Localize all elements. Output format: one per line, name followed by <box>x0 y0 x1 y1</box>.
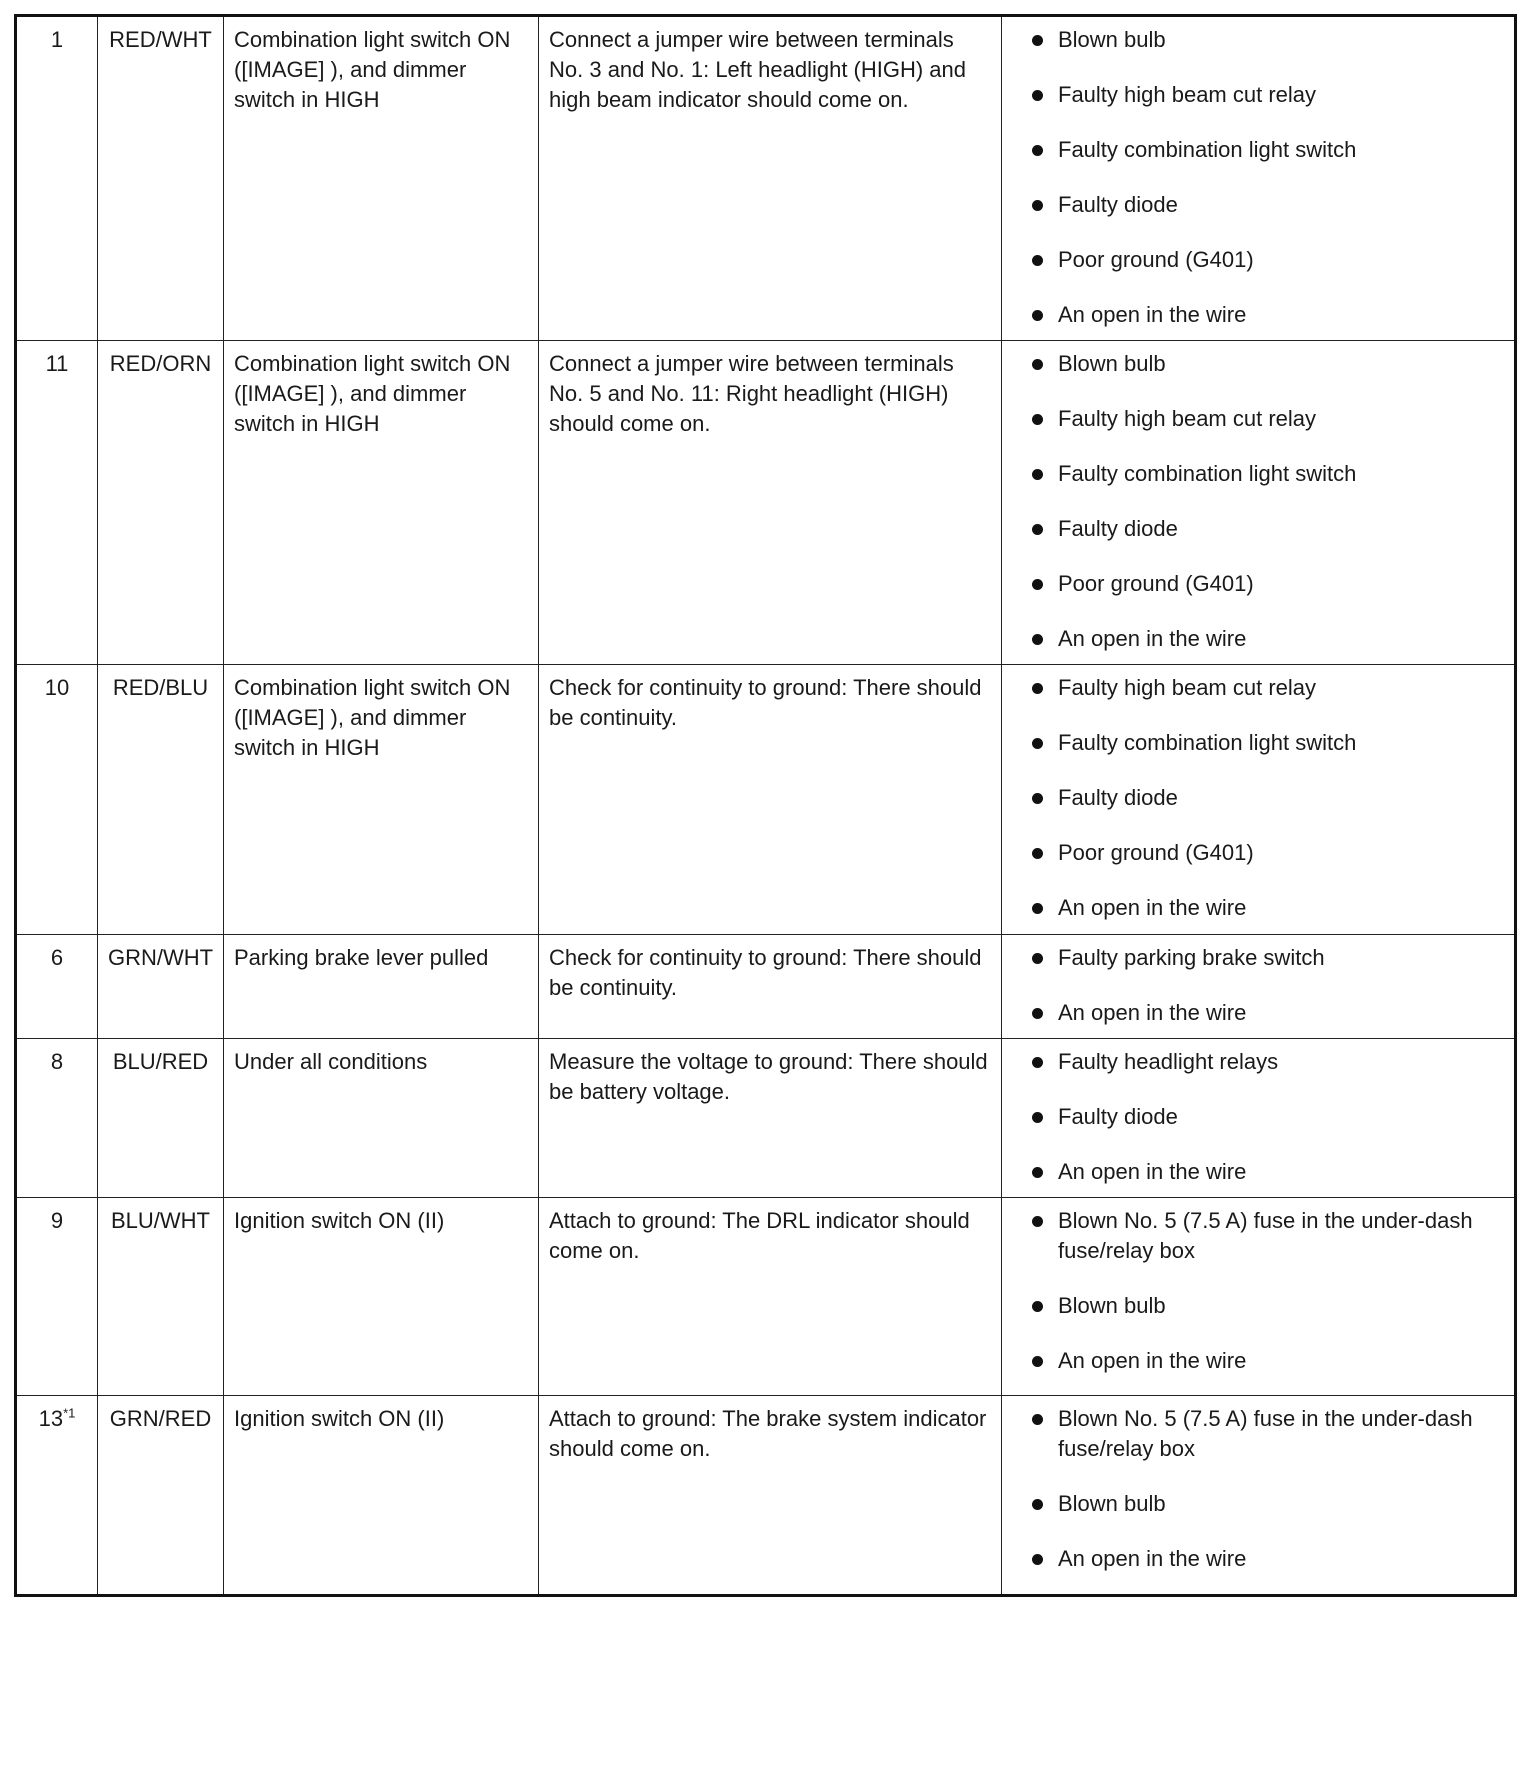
test-condition-cell: Ignition switch ON (II) <box>224 1396 539 1596</box>
possible-cause-text: Poor ground (G401) <box>1058 840 1254 865</box>
troubleshooting-table <box>14 14 1517 1597</box>
possible-cause-cell <box>1002 1039 1516 1198</box>
terminal-number: 8 <box>50 1049 64 1074</box>
test-condition-cell: Combination light switch ON ([IMAGE] ), and dimmer switch in HIGH <box>224 16 539 341</box>
possible-cause-text: Poor ground (G401) <box>1058 247 1254 272</box>
list-item <box>1012 404 1504 434</box>
possible-cause-text: Poor ground (G401) <box>1058 571 1254 596</box>
bullet-icon <box>1032 1112 1043 1123</box>
terminal-number: 11 <box>45 351 69 376</box>
possible-cause-text: An open in the wire <box>1058 1159 1247 1184</box>
test-desired-result-cell: Attach to ground: The DRL indicator should come on. <box>539 1198 1002 1396</box>
list-item <box>1012 943 1504 973</box>
list-item <box>1012 998 1504 1028</box>
list-item <box>1012 624 1504 654</box>
list-item <box>1012 1489 1504 1519</box>
bullet-icon <box>1032 634 1043 645</box>
bullet-icon <box>1032 145 1043 156</box>
wire-color-cell: GRN/WHT <box>98 935 224 1039</box>
terminal-number: 1 <box>50 27 64 52</box>
bullet-icon <box>1032 90 1043 101</box>
wire-color-cell: BLU/WHT <box>98 1198 224 1396</box>
list-item <box>1012 1157 1504 1187</box>
list-item <box>1012 459 1504 489</box>
bullet-icon <box>1032 1499 1043 1510</box>
list-item <box>1012 1544 1504 1574</box>
list-item <box>1012 1206 1504 1266</box>
list-item <box>1012 1102 1504 1132</box>
possible-cause-list <box>1012 1047 1504 1187</box>
possible-cause-cell <box>1002 16 1516 341</box>
test-desired-result-cell: Connect a jumper wire between terminals No. 3 and No. 1: Left headlight (HIGH) and high beam indicator should come on. <box>539 16 1002 341</box>
wire-color-cell: RED/WHT <box>98 16 224 341</box>
possible-cause-text: Faulty high beam cut relay <box>1058 406 1317 431</box>
list-item <box>1012 783 1504 813</box>
list-item <box>1012 728 1504 758</box>
list-item <box>1012 673 1504 703</box>
terminal-cell <box>16 341 98 665</box>
possible-cause-text: An open in the wire <box>1058 1000 1247 1025</box>
possible-cause-text: Faulty combination light switch <box>1058 461 1357 486</box>
list-item <box>1012 1047 1504 1077</box>
bullet-icon <box>1032 953 1043 964</box>
possible-cause-text: Blown bulb <box>1058 1491 1166 1516</box>
list-item <box>1012 25 1504 55</box>
bullet-icon <box>1032 738 1043 749</box>
table-row <box>16 1198 1516 1396</box>
test-desired-result-cell: Check for continuity to ground: There should be continuity. <box>539 665 1002 935</box>
table-row <box>16 665 1516 935</box>
bullet-icon <box>1032 414 1043 425</box>
bullet-icon <box>1032 683 1043 694</box>
possible-cause-text: Blown bulb <box>1058 1293 1166 1318</box>
bullet-icon <box>1032 1057 1043 1068</box>
bullet-icon <box>1032 1356 1043 1367</box>
possible-cause-text: An open in the wire <box>1058 626 1247 651</box>
possible-cause-text: Faulty headlight relays <box>1058 1049 1279 1074</box>
table-row <box>16 935 1516 1039</box>
bullet-icon <box>1032 793 1043 804</box>
possible-cause-text: Blown bulb <box>1058 351 1166 376</box>
possible-cause-text: Blown No. 5 (7.5 A) fuse in the under-dash fuse/relay box <box>1058 1406 1473 1461</box>
bullet-icon <box>1032 469 1043 480</box>
list-item <box>1012 300 1504 330</box>
wire-color-cell: RED/ORN <box>98 341 224 665</box>
possible-cause-text: Faulty combination light switch <box>1058 137 1357 162</box>
possible-cause-list <box>1012 25 1504 330</box>
possible-cause-text: Faulty combination light switch <box>1058 730 1357 755</box>
bullet-icon <box>1032 255 1043 266</box>
bullet-icon <box>1032 359 1043 370</box>
list-item <box>1012 349 1504 379</box>
possible-cause-cell <box>1002 1396 1516 1596</box>
list-item <box>1012 1346 1504 1376</box>
possible-cause-text: Blown bulb <box>1058 27 1166 52</box>
possible-cause-cell <box>1002 341 1516 665</box>
possible-cause-text: Faulty diode <box>1058 1104 1178 1129</box>
test-condition-cell: Combination light switch ON ([IMAGE] ), and dimmer switch in HIGH <box>224 341 539 665</box>
terminal-footnote-mark: *1 <box>63 1405 76 1421</box>
possible-cause-cell <box>1002 935 1516 1039</box>
possible-cause-list <box>1012 943 1504 1028</box>
test-condition-cell: Combination light switch ON ([IMAGE] ), and dimmer switch in HIGH <box>224 665 539 935</box>
test-desired-result-cell: Attach to ground: The brake system indicator should come on. <box>539 1396 1002 1596</box>
list-item <box>1012 569 1504 599</box>
terminal-cell <box>16 1198 98 1396</box>
possible-cause-text: An open in the wire <box>1058 1546 1247 1571</box>
bullet-icon <box>1032 310 1043 321</box>
bullet-icon <box>1032 35 1043 46</box>
list-item <box>1012 514 1504 544</box>
bullet-icon <box>1032 1301 1043 1312</box>
bullet-icon <box>1032 524 1043 535</box>
possible-cause-text: An open in the wire <box>1058 1348 1247 1373</box>
bullet-icon <box>1032 200 1043 211</box>
possible-cause-cell <box>1002 1198 1516 1396</box>
table-row <box>16 1396 1516 1596</box>
list-item <box>1012 1291 1504 1321</box>
possible-cause-text: Faulty high beam cut relay <box>1058 675 1317 700</box>
possible-cause-text: Faulty diode <box>1058 785 1178 810</box>
terminal-number: 13 <box>38 1406 64 1431</box>
test-condition-cell: Under all conditions <box>224 1039 539 1198</box>
terminal-number: 10 <box>44 675 70 700</box>
possible-cause-list <box>1012 673 1504 923</box>
terminal-number: 9 <box>50 1208 64 1233</box>
possible-cause-list <box>1012 349 1504 654</box>
wire-color-cell: RED/BLU <box>98 665 224 935</box>
terminal-cell <box>16 1396 98 1596</box>
possible-cause-text: Faulty high beam cut relay <box>1058 82 1317 107</box>
list-item <box>1012 838 1504 868</box>
list-item <box>1012 1404 1504 1464</box>
bullet-icon <box>1032 848 1043 859</box>
table-row <box>16 16 1516 341</box>
wire-color-cell: GRN/RED <box>98 1396 224 1596</box>
possible-cause-cell <box>1002 665 1516 935</box>
bullet-icon <box>1032 1554 1043 1565</box>
test-desired-result-cell: Check for continuity to ground: There should be continuity. <box>539 935 1002 1039</box>
bullet-icon <box>1032 903 1043 914</box>
test-condition-cell: Parking brake lever pulled <box>224 935 539 1039</box>
test-condition-cell: Ignition switch ON (II) <box>224 1198 539 1396</box>
table-row <box>16 1039 1516 1198</box>
possible-cause-text: An open in the wire <box>1058 302 1247 327</box>
possible-cause-list <box>1012 1206 1504 1376</box>
test-desired-result-cell: Connect a jumper wire between terminals No. 5 and No. 11: Right headlight (HIGH) should come on. <box>539 341 1002 665</box>
bullet-icon <box>1032 1167 1043 1178</box>
terminal-cell <box>16 935 98 1039</box>
bullet-icon <box>1032 579 1043 590</box>
terminal-cell <box>16 1039 98 1198</box>
bullet-icon <box>1032 1216 1043 1227</box>
list-item <box>1012 190 1504 220</box>
possible-cause-list <box>1012 1404 1504 1574</box>
possible-cause-text: An open in the wire <box>1058 895 1247 920</box>
test-desired-result-cell: Measure the voltage to ground: There should be battery voltage. <box>539 1039 1002 1198</box>
wire-color-cell: BLU/RED <box>98 1039 224 1198</box>
list-item <box>1012 80 1504 110</box>
list-item <box>1012 245 1504 275</box>
list-item <box>1012 893 1504 923</box>
list-item <box>1012 135 1504 165</box>
terminal-number: 6 <box>50 945 64 970</box>
possible-cause-text: Blown No. 5 (7.5 A) fuse in the under-dash fuse/relay box <box>1058 1208 1473 1263</box>
terminal-cell <box>16 16 98 341</box>
possible-cause-text: Faulty diode <box>1058 192 1178 217</box>
possible-cause-text: Faulty diode <box>1058 516 1178 541</box>
terminal-cell <box>16 665 98 935</box>
table-row <box>16 341 1516 665</box>
bullet-icon <box>1032 1414 1043 1425</box>
possible-cause-text: Faulty parking brake switch <box>1058 945 1325 970</box>
bullet-icon <box>1032 1008 1043 1019</box>
